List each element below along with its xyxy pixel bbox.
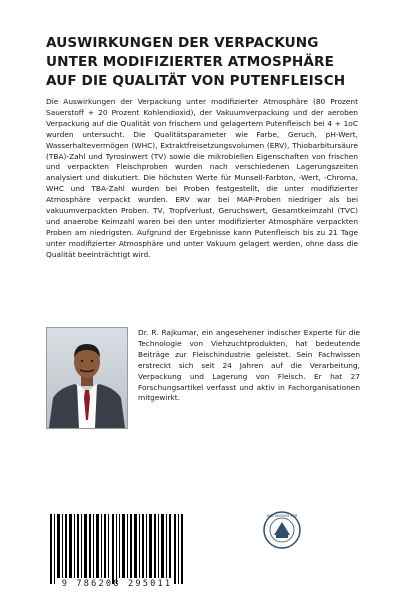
author-bio: Dr. R. Rajkumar, ein angesehener indischer Experte für die Technologie von Viehzuchtprodukten, hat bedeutende Beiträge zur Fleischindustrie geleistet. Sein Fachwissen erstreckt sich seit 24 Jahren auf die Verarbeitung, Verpackung und Lagerung von Fleisch. Er hat 27 Forschungsartikel verfasst und aktiv in Fachorganisationen mitgewirkt. bbox=[138, 328, 360, 403]
publisher-logo-text: AKA WISSEN VER bbox=[266, 514, 298, 518]
book-abstract: Die Auswirkungen der Verpackung unter modifizierter Atmosphäre (80 Prozent Sauerstoff + 20 Prozent Kohlendioxid), der Vakuumverpackung und der aeroben Verpackung auf die Qualität von frischem und gelagertem Putenfleisch bei 4 + 1oC wurden untersucht. Die Qualitätsparameter wie Farbe, Geruch, pH-Wert, Wasserhaltevermögen (WHC), Extraktfreisetzungsvolumen (ERV), Thiobarbitursäure (TBA)-Zahl und Tyrosinwert (TV) sowie die mikrobiellen Eigenschaften von frischen und verpackten Fleischproben wurden nach verschiedenen Lagerungszeiten analysiert und diskutiert. Die höchsten Werte für Munsell-Farbton, -Wert, -Chroma, WHC und TBA-Zahl wurden bei Proben festgestellt, die unter modifizierter Atmosphäre verpackt wurden. ERV war bei MAP-Proben niedriger als bei vakuumverpackten Proben. TV, Tropfverlust, Geruchswert, Gesamtkeimzahl (TVC) und anaerobe Keimzahl waren bei den unter modifizierter Atmosphäre verpackten Proben am niedrigsten. Aufgrund der Ergebnisse kann Putenfleisch bis zu 21 Tage unter modifizierter Atmosphäre und unter Vakuum gelagert werden, ohne dass die Qualität beeinträchtigt wird. bbox=[46, 97, 358, 259]
author-portrait bbox=[47, 328, 127, 428]
title-line-1: AUSWIRKUNGEN DER VERPACKUNG bbox=[46, 35, 319, 51]
author-photo bbox=[46, 327, 128, 429]
isbn-number: 9 786208 295011 bbox=[61, 579, 173, 589]
book-title bbox=[46, 34, 366, 91]
publisher-seal-icon bbox=[257, 510, 307, 550]
isbn-barcode bbox=[46, 510, 188, 590]
title-line-3: AUF DIE QUALITÄT VON PUTENFLEISCH bbox=[46, 73, 346, 89]
title-line-2: UNTER MODIFIZIERTER ATMOSPHÄRE bbox=[46, 54, 334, 70]
